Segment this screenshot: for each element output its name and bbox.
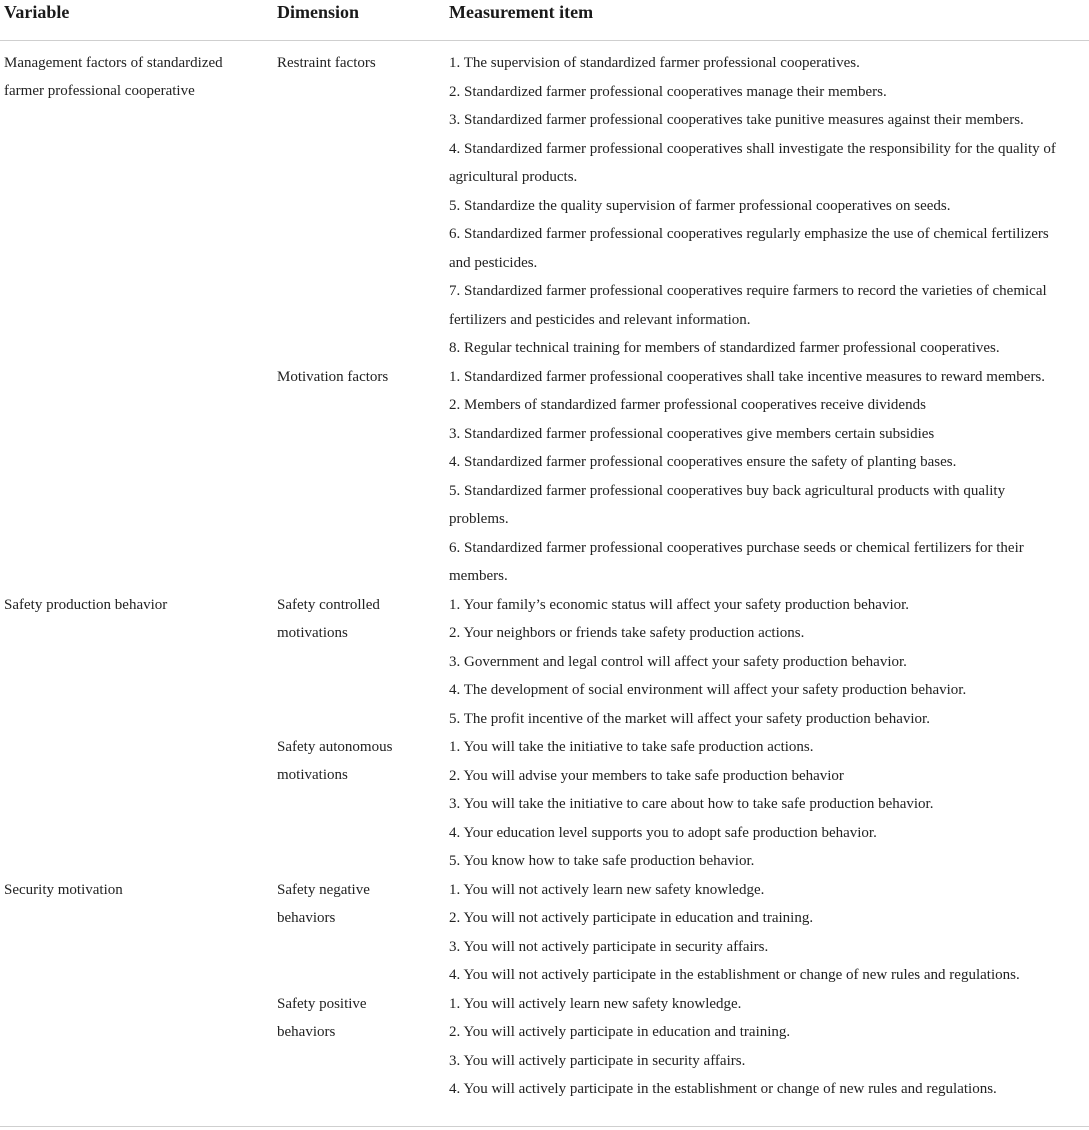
measurement-item-line: agricultural products. [449, 169, 578, 185]
measurement-item-line: 4. You will not actively participate in the establishment or change of new rules and regulations. [449, 967, 1020, 983]
measurement-item [449, 990, 741, 1019]
measurement-item [449, 49, 860, 78]
measurement-item [449, 876, 764, 905]
measurement-item [449, 904, 813, 933]
dimension-cell-line: Safety autonomous [277, 739, 393, 755]
dimension-cell-line: motivations [277, 767, 348, 783]
header-dimension: Dimension [277, 2, 360, 22]
measurement-item-line: 4. Standardized farmer professional cooperatives ensure the safety of planting bases. [449, 454, 957, 470]
measurement-item-line: 5. Standardize the quality supervision of farmer professional cooperatives on seeds. [449, 197, 951, 214]
measurement-item [449, 790, 933, 819]
variable-cell-line: farmer professional cooperative [4, 83, 195, 99]
measurement-item [449, 1075, 997, 1104]
variable-cell-line: Management factors of standardized [4, 55, 223, 71]
measurement-item [449, 448, 956, 477]
measurement-item [449, 363, 1045, 392]
measurement-item-line: 2. You will not actively participate in education and training. [449, 910, 814, 926]
variable-cell-line: Security motivation [4, 881, 123, 898]
measurement-item-line: 3. Government and legal control will affect your safety production behavior. [449, 653, 907, 670]
dimension-cell-line: Safety negative [277, 881, 370, 898]
measurement-item [449, 420, 934, 449]
measurement-item [449, 591, 909, 620]
bottom-rule [0, 1126, 1089, 1127]
measurement-item [449, 1047, 745, 1076]
measurement-item [449, 847, 754, 876]
measurement-item-line: 2. Standardized farmer professional cooperatives manage their members. [449, 83, 887, 100]
measurement-item-line: 1. Your family’s economic status will affect your safety production behavior. [449, 596, 910, 613]
measurement-item [449, 220, 1049, 277]
dimension-cell-line: Motivation factors [277, 368, 389, 385]
measurement-item-line: 2. You will advise your members to take safe production behavior [449, 767, 844, 784]
measurement-item-line: 4. The development of social environment will affect your safety production behavior. [449, 682, 967, 698]
measurement-item [449, 762, 844, 791]
measurement-item-line: 4. Your education level supports you to adopt safe production behavior. [449, 824, 877, 841]
measurement-item [449, 135, 1056, 192]
measurement-item-line: 6. Standardized farmer professional cooperatives regularly emphasize the use of chemical fertilizers [449, 226, 1049, 242]
measurement-item [449, 648, 907, 677]
measurement-item [449, 192, 951, 221]
measurement-item [449, 391, 926, 420]
measurement-item-line: 8. Regular technical training for members of standardized farmer professional cooperatives. [449, 340, 1000, 356]
dimension-cell [277, 591, 380, 647]
measurement-item [449, 961, 1020, 990]
measurement-item-line: 3. You will not actively participate in security affairs. [449, 938, 769, 955]
measurement-item-line: 6. Standardized farmer professional cooperatives purchase seeds or chemical fertilizers for their [449, 539, 1024, 556]
measurement-item [449, 733, 814, 762]
measurement-item-line: 1. You will take the initiative to take safe production actions. [449, 739, 814, 755]
variable-cell [4, 49, 223, 105]
header-variable: Variable [4, 2, 70, 22]
measurement-item-line: 5. You know how to take safe production behavior. [449, 853, 755, 869]
header-measurement-item: Measurement item [449, 2, 594, 22]
dimension-cell-line: behaviors [277, 909, 336, 926]
measurement-item [449, 933, 768, 962]
measurement-item-line: 3. Standardized farmer professional cooperatives give members certain subsidies [449, 425, 935, 442]
measurement-item-line: 3. You will take the initiative to care about how to take safe production behavior. [449, 796, 934, 812]
measurement-item-line: 2. Your neighbors or friends take safety production actions. [449, 625, 805, 641]
measurement-item-line: 7. Standardized farmer professional cooperatives require farmers to record the varieties of chemical [449, 283, 1047, 299]
table-header [0, 0, 1089, 41]
measurement-item-line: 4. Standardized farmer professional cooperatives shall investigate the responsibility for the quality of [449, 140, 1056, 157]
dimension-cell [277, 363, 388, 391]
measurement-item [449, 676, 966, 705]
dimension-cell-line: Safety positive [277, 995, 367, 1012]
dimension-cell [277, 876, 370, 932]
dimension-cell-line: behaviors [277, 1023, 336, 1040]
measurement-item-line: 3. Standardized farmer professional cooperatives take punitive measures against their members. [449, 112, 1024, 128]
measurement-item-line: fertilizers and pesticides and relevant information. [449, 311, 751, 328]
measurement-item [449, 1018, 790, 1047]
measurement-item [449, 78, 887, 107]
measurement-item-line: 2. You will actively participate in education and training. [449, 1024, 791, 1040]
measurement-item-line: problems. [449, 511, 509, 527]
dimension-cell [277, 733, 392, 789]
measurement-item [449, 277, 1047, 334]
variable-cell [4, 591, 167, 619]
measurement-item [449, 106, 1024, 135]
measurement-item-line: members. [449, 568, 508, 584]
measurement-item-line: 1. You will actively learn new safety knowledge. [449, 995, 742, 1012]
measurement-item-line: 1. The supervision of standardized farmer professional cooperatives. [449, 55, 860, 71]
measurement-item [449, 619, 804, 648]
variable-cell [4, 876, 123, 904]
measurement-item [449, 819, 877, 848]
dimension-cell-line: Safety controlled [277, 596, 380, 613]
dimension-cell-line: motivations [277, 624, 348, 641]
measurement-item-line: 5. The profit incentive of the market will affect your safety production behavior. [449, 710, 930, 727]
measurement-item-line: 2. Members of standardized farmer professional cooperatives receive dividends [449, 397, 926, 413]
dimension-cell-line: Restraint factors [277, 55, 376, 71]
measurement-item [449, 477, 1005, 534]
measurement-item [449, 705, 930, 734]
measurement-item-line: 1. You will not actively learn new safety knowledge. [449, 881, 765, 898]
measurement-item-line: 4. You will actively participate in the establishment or change of new rules and regulations. [449, 1081, 997, 1097]
measurement-item-line: 3. You will actively participate in security affairs. [449, 1052, 746, 1069]
variable-cell-line: Safety production behavior [4, 596, 168, 613]
measurement-item [449, 534, 1024, 591]
measurement-item-line: 1. Standardized farmer professional cooperatives shall take incentive measures to reward members. [449, 368, 1046, 385]
measurement-item-line: and pesticides. [449, 254, 538, 271]
dimension-cell [277, 990, 367, 1046]
dimension-cell [277, 49, 376, 77]
measurement-item [449, 334, 1000, 363]
measurement-item-line: 5. Standardized farmer professional cooperatives buy back agricultural products with quality [449, 482, 1006, 499]
